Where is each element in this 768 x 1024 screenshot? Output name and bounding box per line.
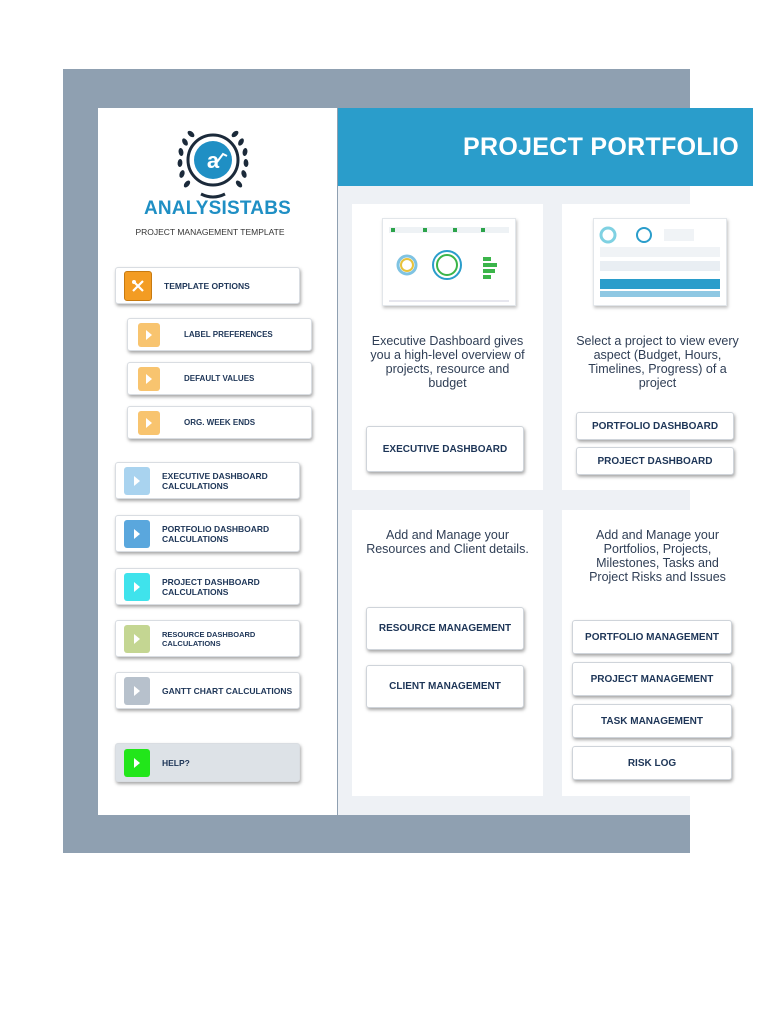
executive-dashboard-thumbnail	[382, 218, 516, 306]
play-arrow-icon	[124, 573, 150, 601]
executive-dashboard-button[interactable]: EXECUTIVE DASHBOARD	[366, 426, 524, 472]
default-values-label: DEFAULT VALUES	[184, 373, 255, 383]
brand-subtitle: PROJECT MANAGEMENT TEMPLATE	[135, 227, 285, 237]
portfolio-card	[562, 204, 753, 490]
play-arrow-icon	[138, 367, 160, 391]
executive-description: Executive Dashboard gives you a high-level overview of projects, resource and budget	[370, 334, 525, 390]
resource-dashboard-calculations-label: RESOURCE DASHBOARD CALCULATIONS	[162, 629, 256, 648]
resources-description: Add and Manage your Resources and Client details.	[366, 528, 529, 556]
label-preferences-label: LABEL PREFERENCES	[184, 329, 273, 339]
projects-card	[562, 510, 753, 796]
laurel-emblem-icon	[173, 122, 253, 204]
main-panel	[338, 186, 739, 815]
svg-text:a: a	[206, 148, 220, 173]
play-arrow-icon	[124, 625, 150, 653]
portfolio-dashboard-button[interactable]: PORTFOLIO DASHBOARD	[576, 412, 734, 440]
project-dashboard-calculations-button[interactable]	[115, 568, 300, 605]
resource-management-button[interactable]: RESOURCE MANAGEMENT	[366, 607, 524, 650]
template-options-button[interactable]	[115, 267, 300, 304]
executive-card	[352, 204, 543, 490]
portfolio-management-button[interactable]: PORTFOLIO MANAGEMENT	[572, 620, 732, 654]
default-values-button[interactable]	[127, 362, 312, 395]
project-dashboard-button[interactable]: PROJECT DASHBOARD	[576, 447, 734, 475]
play-arrow-icon	[124, 520, 150, 548]
help-button[interactable]	[115, 743, 300, 782]
portfolio-dashboard-calculations-label: PORTFOLIO DASHBOARD CALCULATIONS	[162, 523, 270, 544]
portfolio-description: Select a project to view every aspect (Budget, Hours, Timelines, Progress) of a project	[576, 334, 739, 390]
resources-card	[352, 510, 543, 796]
brand-name: ANALYSISTABS	[143, 198, 292, 219]
play-arrow-icon	[124, 677, 150, 705]
label-preferences-button[interactable]	[127, 318, 312, 351]
executive-dashboard-calculations-button[interactable]	[115, 462, 300, 499]
project-dashboard-calculations-label: PROJECT DASHBOARD CALCULATIONS	[162, 576, 260, 597]
executive-dashboard-calculations-label: EXECUTIVE DASHBOARD CALCULATIONS	[162, 470, 268, 491]
project-management-button[interactable]: PROJECT MANAGEMENT	[572, 662, 732, 696]
help-label: HELP?	[162, 757, 190, 768]
task-management-button[interactable]: TASK MANAGEMENT	[572, 704, 732, 738]
risk-log-button[interactable]: RISK LOG	[572, 746, 732, 780]
portfolio-dashboard-calculations-button[interactable]	[115, 515, 300, 552]
client-management-button[interactable]: CLIENT MANAGEMENT	[366, 665, 524, 708]
resource-dashboard-calculations-button[interactable]	[115, 620, 300, 657]
play-arrow-icon	[138, 411, 160, 435]
play-arrow-icon	[124, 749, 150, 777]
projects-description: Add and Manage your Portfolios, Projects, Milestones, Tasks and Project Risks and Issues	[589, 528, 726, 584]
template-options-label: TEMPLATE OPTIONS	[164, 280, 250, 291]
page-title: PROJECT PORTFOLIO	[463, 133, 739, 161]
org-week-ends-button[interactable]	[127, 406, 312, 439]
org-week-ends-label: ORG. WEEK ENDS	[184, 417, 256, 427]
play-arrow-icon	[124, 467, 150, 495]
gantt-chart-calculations-label: GANTT CHART CALCULATIONS	[162, 685, 293, 696]
play-arrow-icon	[138, 323, 160, 347]
tools-icon	[124, 271, 152, 301]
portfolio-dashboard-thumbnail	[593, 218, 727, 306]
gantt-chart-calculations-button[interactable]	[115, 672, 300, 709]
